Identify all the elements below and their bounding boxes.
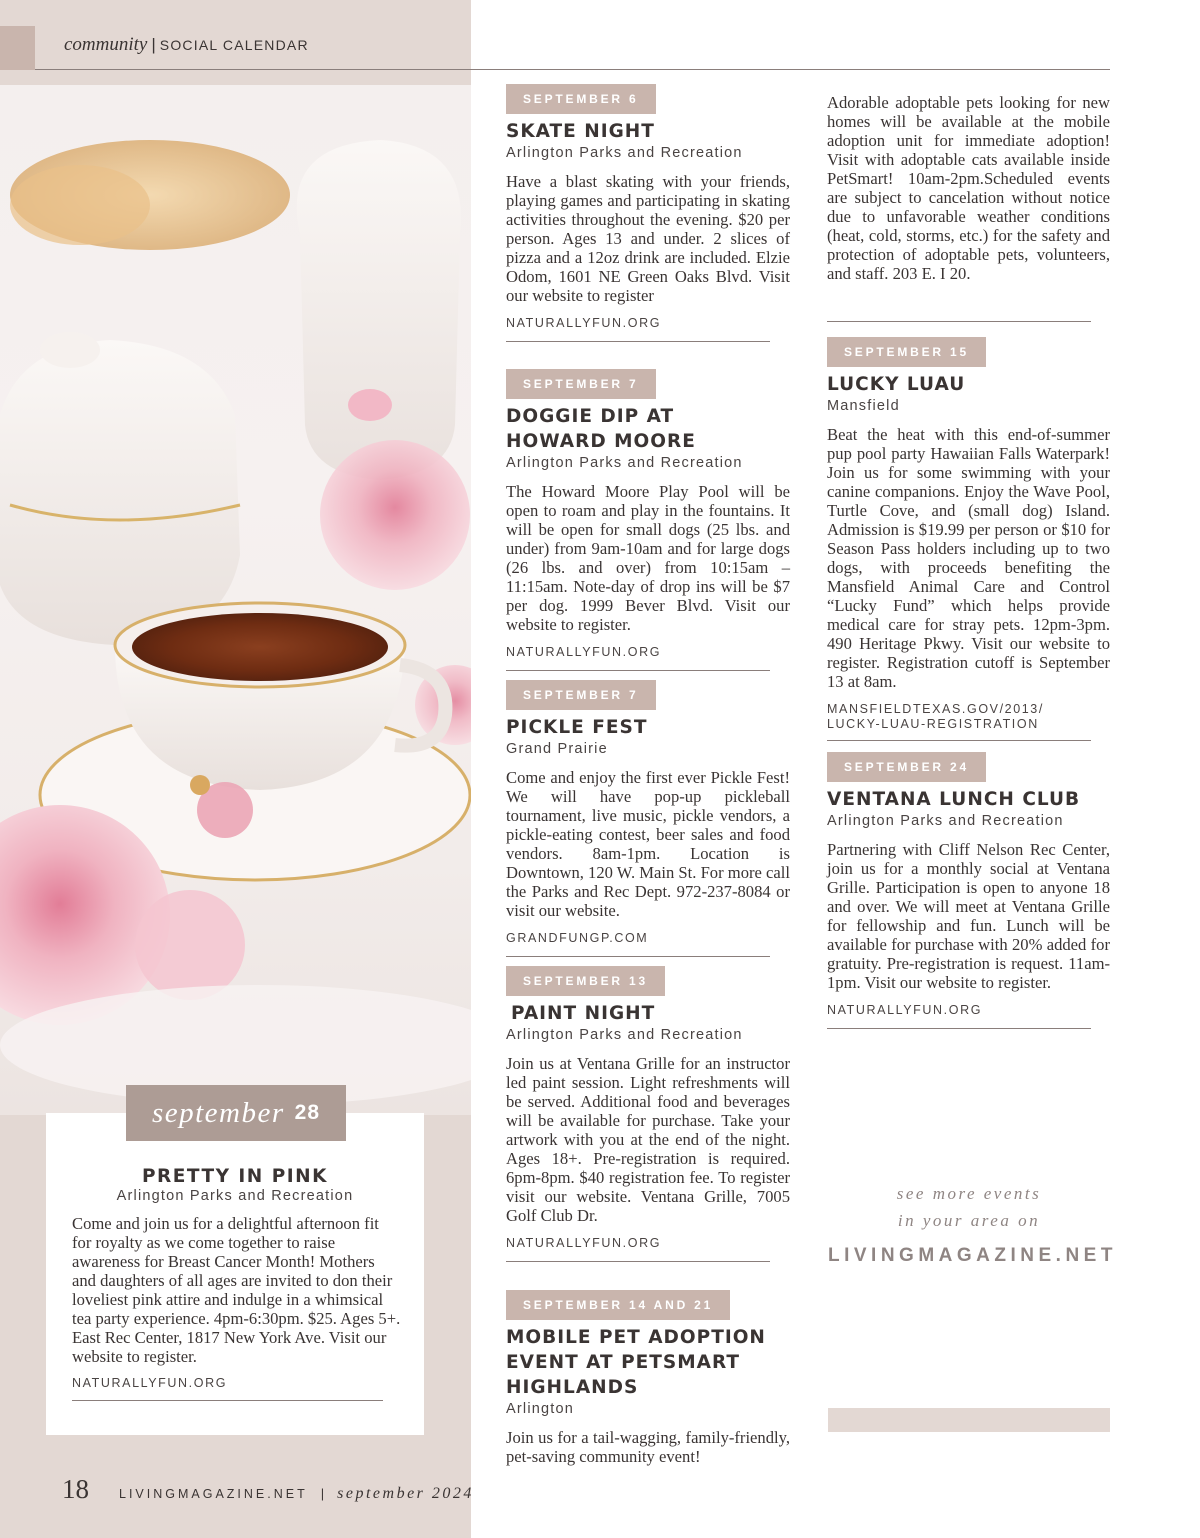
event-date-tag: SEPTEMBER 13 [506, 966, 665, 996]
event-org: Arlington Parks and Recreation [827, 813, 1064, 829]
feature-date-tag [126, 1085, 346, 1141]
event-org: Mansfield [827, 398, 900, 414]
event-url[interactable]: NATURALLYFUN.ORG [506, 316, 662, 330]
feature-description: Come and join us for a delightful afternoon fit for royalty as we come together to raise awareness for Breast Cancer Month! Mothers and daughters of all ages are invited to don their loveliest pink attire and indulge in a whimsical tea party experience. 4pm-6:30pm. $25. Ages 5+. East Rec Center, 1817 New York Ave. Visit our website to register. [72, 1214, 401, 1366]
event-title: MOBILE PET ADOPTION EVENT AT PETSMART HIGHLANDS [506, 1327, 766, 1398]
decorative-bar [828, 1408, 1110, 1432]
footer-separator: | [320, 1486, 325, 1501]
event-title: SKATE NIGHT [506, 121, 655, 142]
page-number: 18 [62, 1474, 89, 1504]
event-pet-adoption [506, 1290, 790, 1466]
event-org: Arlington Parks and Recreation [506, 455, 743, 471]
tea-party-photo [0, 85, 471, 1115]
event-url[interactable]: GRANDFUNGP.COM [506, 931, 649, 945]
event-title: PAINT NIGHT [511, 1003, 656, 1024]
event-org: Grand Prairie [506, 741, 608, 757]
event-date-tag: SEPTEMBER 24 [827, 752, 986, 782]
event-description: The Howard Moore Play Pool will be open to roam and play in the fountains. It will be open for small dogs (25 lbs. and under) from 9am-10am and for large dogs (26 lbs. and over) from 10:15am – 11:15am. Note-day of drop ins will be $7 per dog. 1999 Bever Blvd. Visit our website to register. [506, 482, 790, 634]
see-more-site-link[interactable]: LIVINGMAGAZINE.NET [828, 1245, 1117, 1266]
header-rule [35, 69, 1110, 70]
event-url[interactable]: MANSFIELDTEXAS.GOV/2013/ LUCKY-LUAU-REGISTRATION [827, 702, 1044, 731]
event-org: Arlington Parks and Recreation [506, 145, 743, 161]
event-skate-night [506, 84, 790, 342]
event-lucky-luau [827, 337, 1110, 741]
event-title: PICKLE FEST [506, 717, 648, 738]
event-title: LUCKY LUAU [827, 374, 966, 395]
section-label: community [64, 34, 148, 55]
page-footer [62, 1474, 474, 1505]
event-date-tag: SEPTEMBER 15 [827, 337, 986, 367]
feature-month: september [151, 1096, 285, 1129]
event-rule [506, 341, 770, 342]
footer-site[interactable]: LIVINGMAGAZINE.NET [119, 1487, 308, 1501]
event-description: Beat the heat with this end-of-summer pup pool party Hawaiian Falls Waterpark! Join us for some swimming with your canine companions. Enjoy the Wave Pool, Turtle Cove, and (small dog) Island. Admission is $19.99 per person or $10 for Season Pass holders including up to two dogs, with proceeds benefiting the Mansfield Animal Care and Control “Lucky Fund” which helps provide medical care for stray pets. 12pm-3pm. 490 Heritage Pkwy. Visit our website to register. Registration cutoff is September 13 at 8am. [827, 425, 1110, 691]
footer-issue-date: september 2024 [337, 1485, 474, 1502]
event-url[interactable]: NATURALLYFUN.ORG [827, 1003, 983, 1017]
feature-day: 28 [294, 1101, 321, 1124]
feature-url[interactable]: NATURALLYFUN.ORG [72, 1376, 228, 1390]
event-date-tag: SEPTEMBER 6 [506, 84, 656, 114]
event-date-tag: SEPTEMBER 14 AND 21 [506, 1290, 730, 1320]
event-rule [827, 740, 1091, 741]
event-org: Arlington Parks and Recreation [506, 1027, 743, 1043]
feature-rule [72, 1400, 383, 1401]
event-rule [506, 670, 770, 671]
event-pickle-fest [506, 680, 790, 957]
event-rule [506, 956, 770, 957]
event-description: Join us at Ventana Grille for an instructor led paint session. Light refreshments will be served. Additional food and beverages will be available for purchase. Take your artwork with you at the end of the night. Ages 18+. Pre-registration is required. 6pm-8pm. $40 registration fee. To register visit our website. Ventana Grille, 7005 Golf Club Dr. [506, 1054, 790, 1225]
event-org: Arlington [506, 1401, 575, 1417]
header-separator: | [151, 35, 156, 54]
event-url[interactable]: NATURALLYFUN.ORG [506, 645, 662, 659]
event-date-tag: SEPTEMBER 7 [506, 680, 656, 710]
section-title: SOCIAL CALENDAR [159, 37, 309, 53]
see-more-line-2: in your area on [897, 1211, 1041, 1230]
event-rule [506, 1261, 770, 1262]
event-ventana-lunch-club [827, 752, 1110, 1029]
see-more-line-1: see more events [896, 1184, 1042, 1203]
event-url[interactable]: NATURALLYFUN.ORG [506, 1236, 662, 1250]
event-rule [827, 1028, 1091, 1029]
event-date-tag: SEPTEMBER 7 [506, 369, 656, 399]
event-title: VENTANA LUNCH CLUB [827, 789, 1081, 810]
event-description: Join us for a tail-wagging, family-friendly, pet-saving community event! [506, 1428, 790, 1466]
event-title: DOGGIE DIP AT HOWARD MOORE [506, 406, 696, 452]
event-description: Come and enjoy the first ever Pickle Fest! We will have pop-up pickleball tournament, live music, pickle vendors, a pickle-eating contest, beer sales and food vendors. 8am-1pm. Location is Downtown, 120 W. Main St. For more call the Parks and Rec Dept. 972-237-8084 or visit our website. [506, 768, 790, 920]
event-doggie-dip [506, 369, 790, 671]
section-header [64, 34, 309, 56]
feature-org: Arlington Parks and Recreation [116, 1188, 354, 1204]
event-pet-adoption-continued: Adorable adoptable pets looking for new homes will be available at the mobile adoption unit for immediate adoption! Visit with adoptable cats available inside PetSmart! 10am-2pm.Scheduled events are subject to cancelation without notice due to unfavorable weather conditions (heat, cold, storms, etc.) for the safety and protection of adoptable pets, volunteers, and staff. 203 E. I 20. [827, 93, 1110, 283]
see-more-events [828, 1180, 1117, 1267]
tea-party-illustration [0, 85, 471, 1115]
event-description: Have a blast skating with your friends, playing games and participating in skating activities throughout the evening. $20 per person. Ages 13 and under. 2 slices of pizza and a 12oz drink are included. Elzie Odom, 1601 NE Green Oaks Blvd. Visit our website to register [506, 172, 790, 305]
event-rule [827, 321, 1091, 322]
header-accent-tab [0, 26, 35, 70]
event-description: Partnering with Cliff Nelson Rec Center, join us for a monthly social at Ventana Grille. Participation is open to anyone 18 and over. We will meet at Ventana Grille for fellowship and fun. Lunch will be available for purchase with 20% added for gratuity. Pre-registration is request. 11am-1pm. Visit our website to register. [827, 840, 1110, 992]
feature-title: PRETTY IN PINK [141, 1166, 328, 1187]
event-paint-night [506, 966, 790, 1262]
